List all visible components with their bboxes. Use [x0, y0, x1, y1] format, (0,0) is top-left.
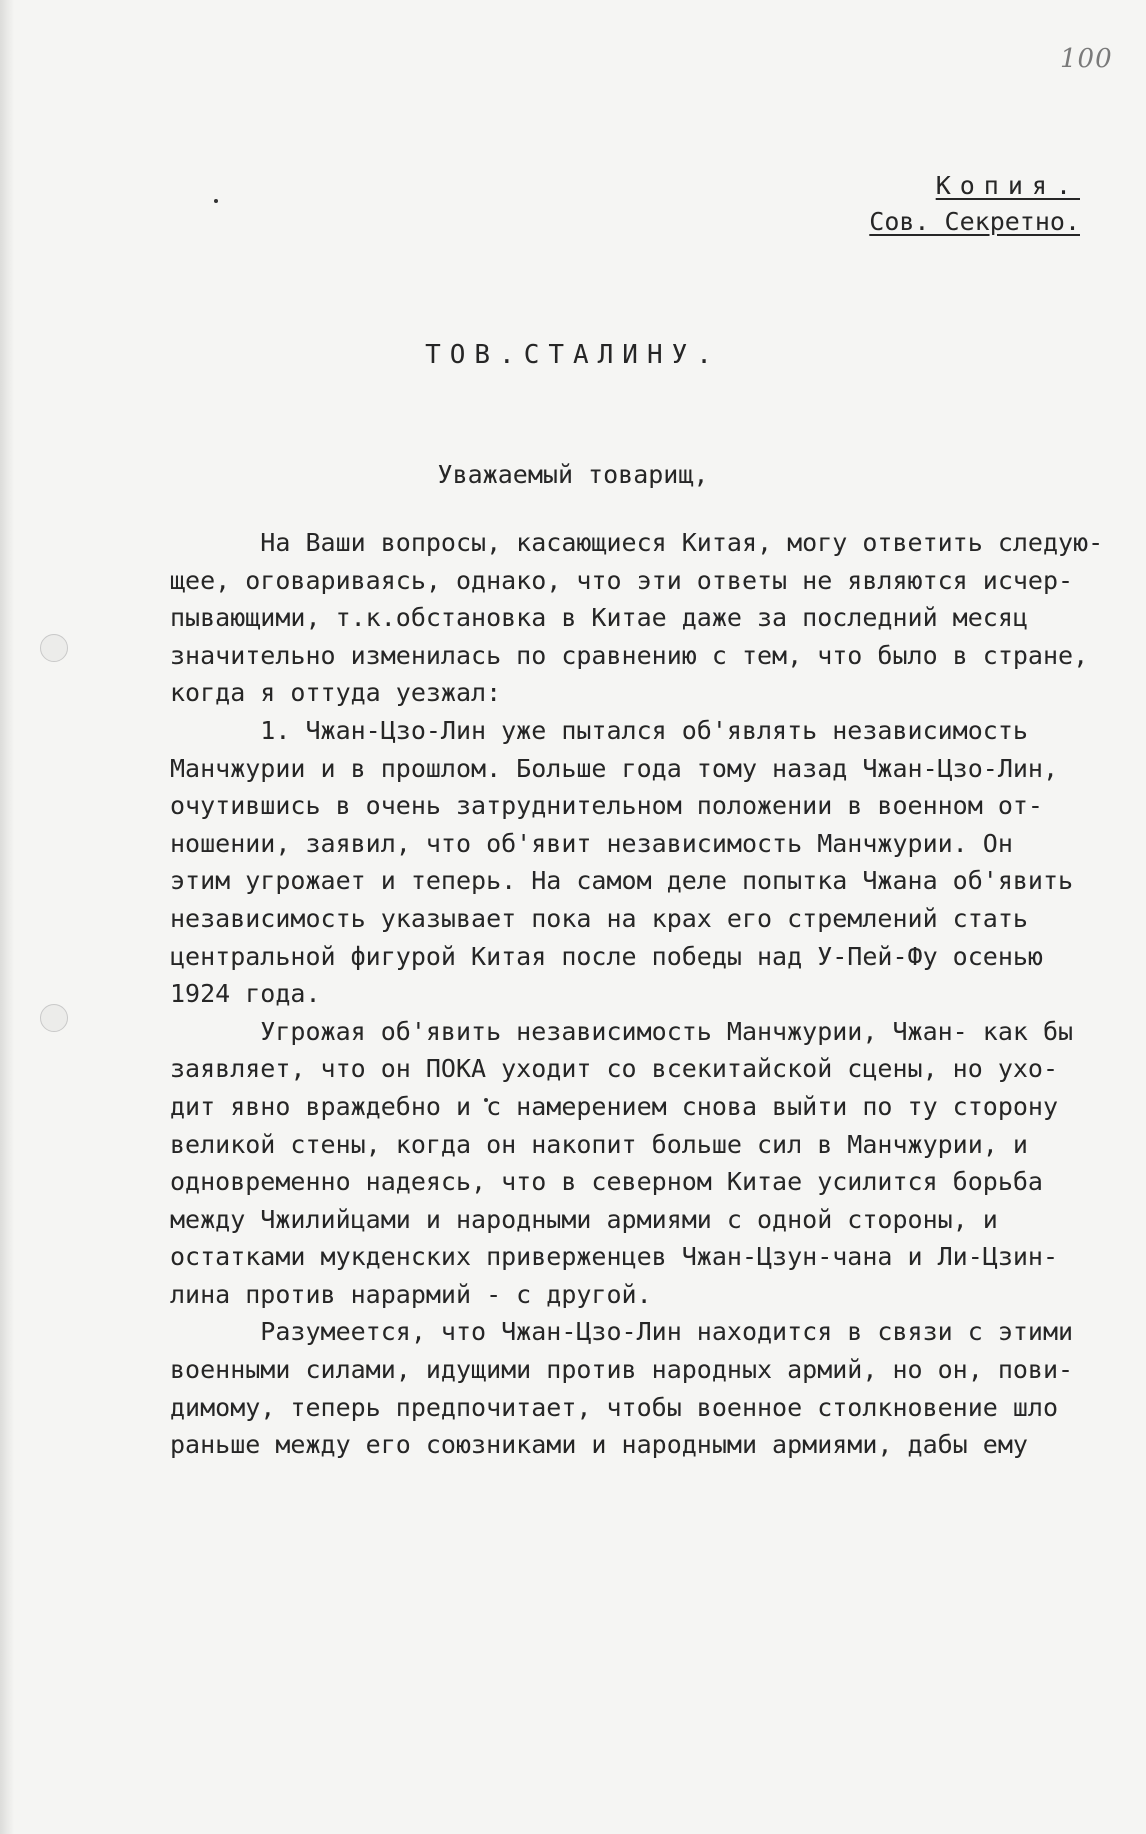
body-line: ношении, заявил, что об'явит независимость Манчжурии. Он: [170, 828, 1013, 858]
body-line: независимость указывает пока на крах его стремлений стать: [170, 903, 1028, 933]
secret-label: Сов. Секретно.: [869, 207, 1080, 236]
body-line: дит явно враждебно и с намерением снова выйти по ту сторону: [170, 1091, 1059, 1121]
body-line: этим угрожает и теперь. На самом деле попытка Чжана об'явить: [170, 866, 1074, 896]
salutation: Уважаемый товарищ,: [437, 460, 709, 489]
body-line: заявляет, что он ПОКА уходит со всекитайской сцены, но ухо-: [170, 1054, 1059, 1084]
classification-stamp: [860, 168, 1080, 240]
page-edge-shadow: [0, 0, 14, 1834]
addressee: ТОВ.СТАЛИНУ.: [425, 340, 721, 370]
copy-label: Копия.: [935, 171, 1080, 200]
body-line: лина против нарармий - с другой.: [170, 1279, 652, 1309]
body-line: значительно изменилась по сравнению с тем, что было в стране,: [170, 640, 1089, 670]
body-line: Разумеется, что Чжан-Цзо-Лин находится в связи с этими: [170, 1317, 1074, 1347]
page-number: 100: [1060, 44, 1113, 74]
body-line: 1924 года.: [170, 979, 321, 1009]
ink-speck: [214, 199, 218, 203]
body-line: На Ваши вопросы, касающиеся Китая, могу ответить следую-: [170, 528, 1104, 557]
body-line: Угрожая об'явить независимость Манчжурии, Чжан- как бы: [170, 1016, 1074, 1046]
body-line: остатками мукденских приверженцев Чжан-Цзун-чана и Ли-Цзин-: [170, 1242, 1059, 1272]
body-line: 1. Чжан-Цзо-Лин уже пытался об'являть независимость: [170, 715, 1028, 745]
letter-body: [170, 524, 1104, 1464]
body-line: очутившись в очень затруднительном положении в военном от-: [170, 791, 1043, 821]
body-line: между Чжилийцами и народными армиями с одной стороны, и: [170, 1204, 998, 1234]
body-line: одновременно надеясь, что в северном Китае усилится борьба: [170, 1167, 1043, 1197]
body-line: димому, теперь предпочитает, чтобы военное столкновение шло: [170, 1392, 1059, 1422]
punch-hole: [40, 1004, 68, 1032]
body-line: когда я оттуда уезжал:: [170, 678, 502, 708]
body-line: раньше между его союзниками и народными армиями, дабы ему: [170, 1430, 1028, 1460]
body-line: щее, оговариваясь, однако, что эти ответы не являются исчер-: [170, 565, 1074, 595]
body-line: центральной фигурой Китая после победы над У-Пей-Фу осенью: [170, 941, 1043, 971]
body-line: Манчжурии и в прошлом. Больше года тому назад Чжан-Цзо-Лин,: [170, 753, 1059, 783]
body-line: военными силами, идущими против народных армий, но он, пови-: [170, 1355, 1074, 1385]
body-line: великой стены, когда он накопит больше сил в Манчжурии, и: [170, 1129, 1028, 1159]
body-line: пывающими, т.к.обстановка в Китае даже за последний месяц: [170, 603, 1028, 633]
punch-hole: [40, 634, 68, 662]
